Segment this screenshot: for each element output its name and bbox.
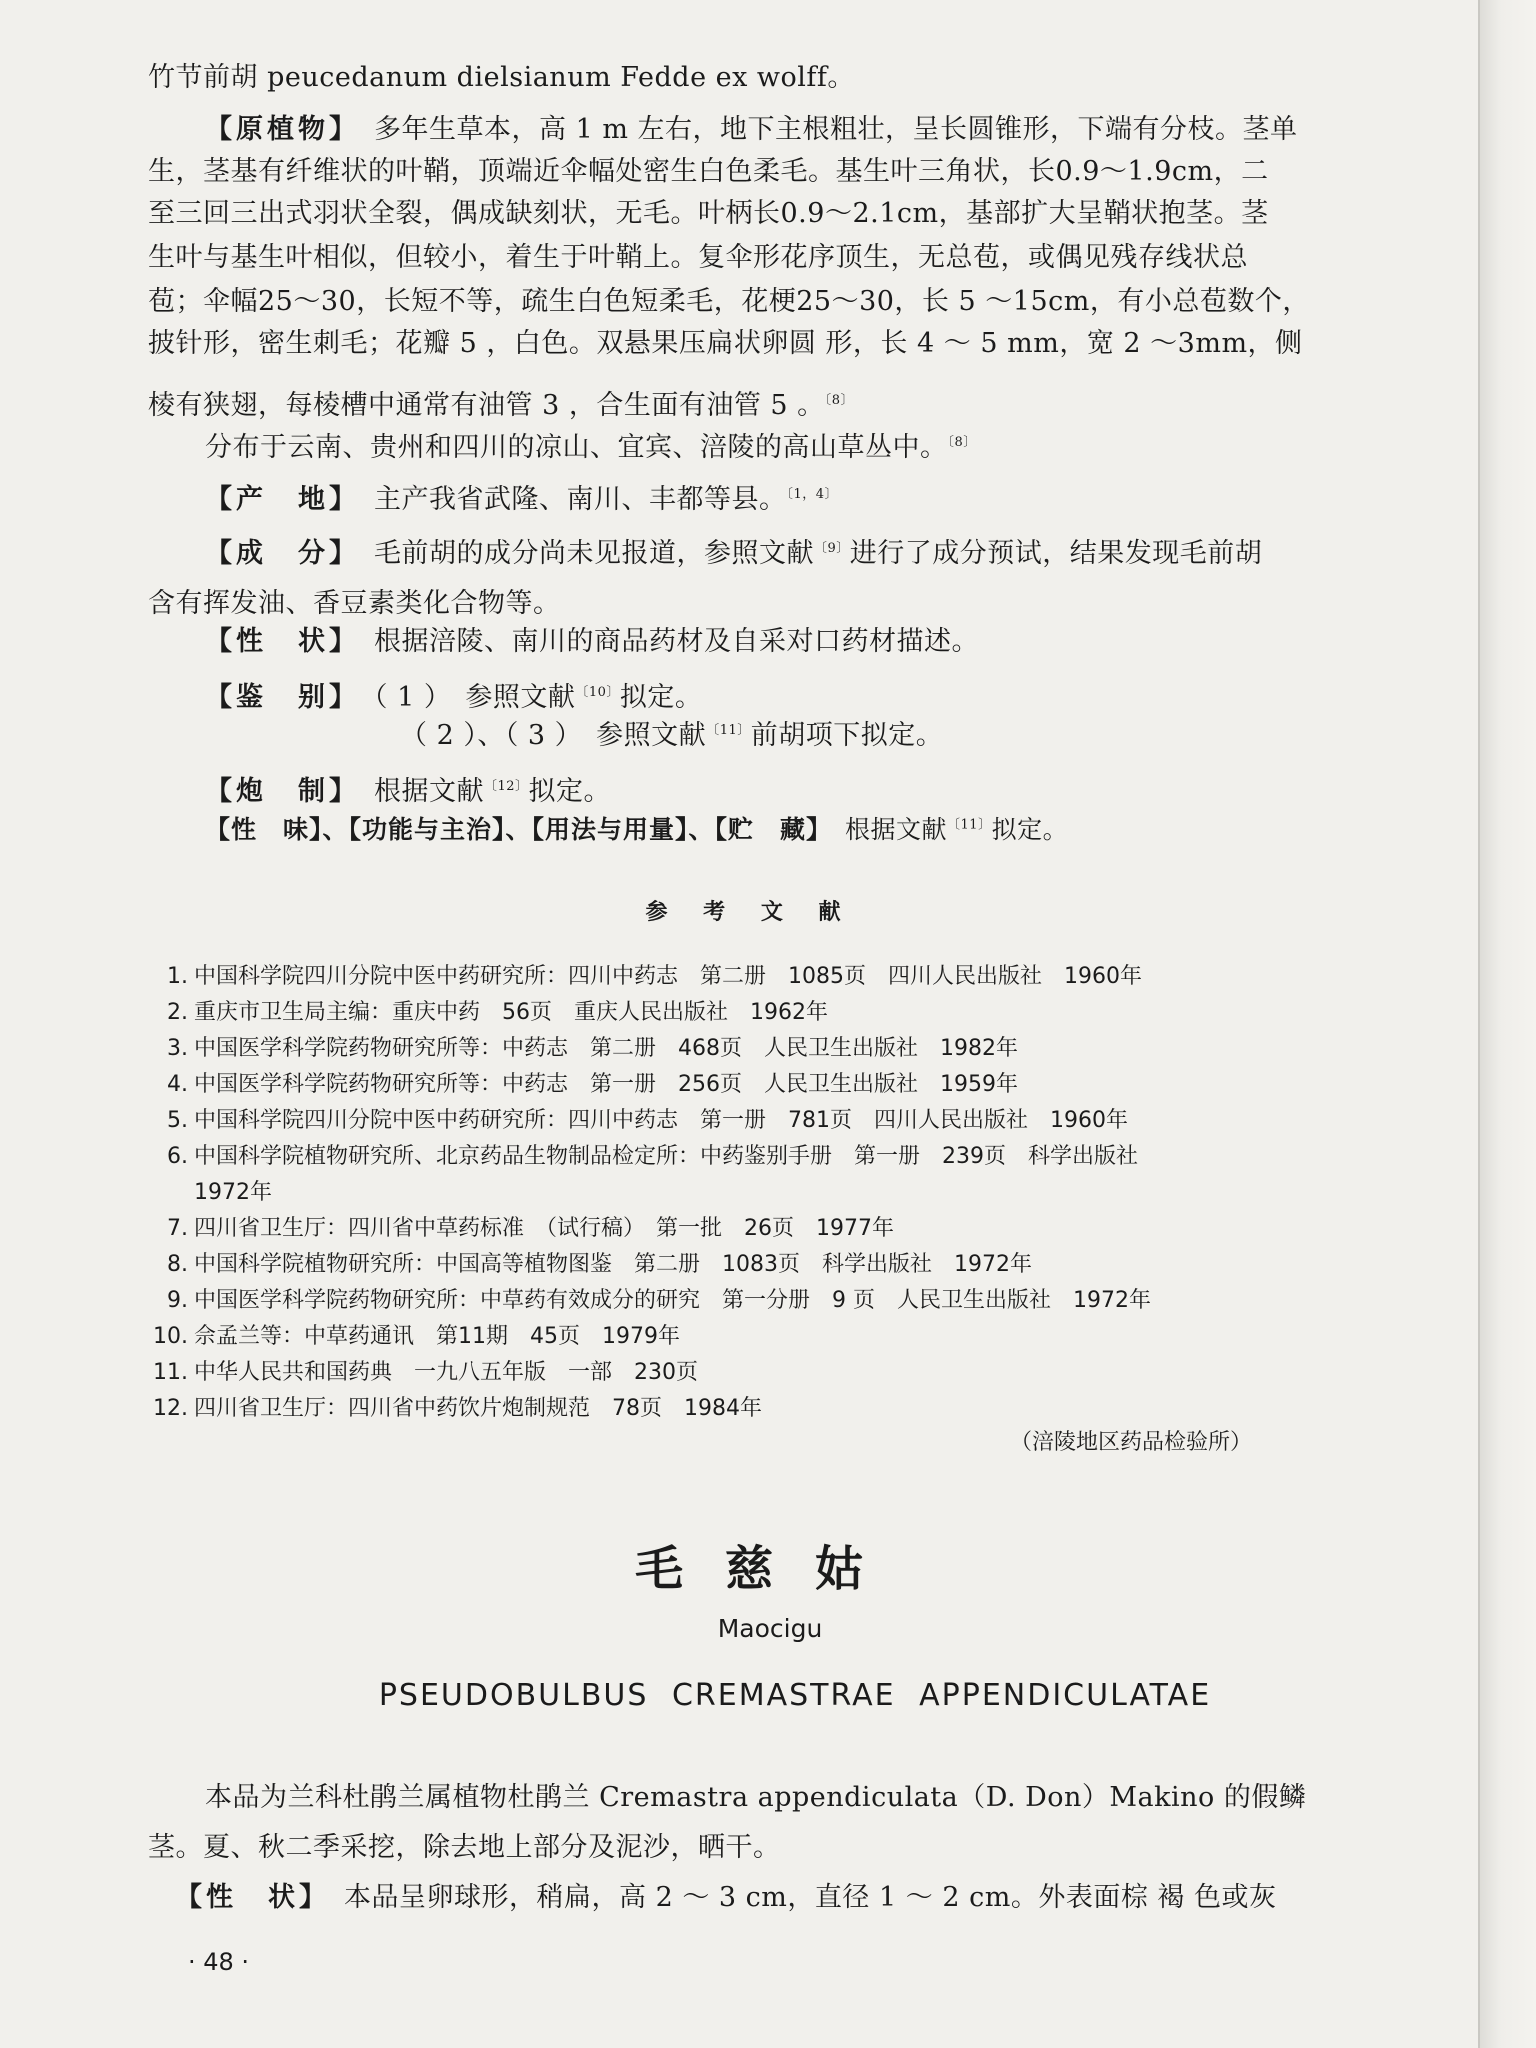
- text-line: 本品为兰科杜鹃兰属植物杜鹃兰 Cremastra appendiculata（D. Don）Makino 的假鳞: [205, 1782, 1307, 1813]
- reference-item: 2. 重庆市卫生局主编：重庆中药 56页 重庆人民出版社 1962年: [167, 1000, 828, 1025]
- reference-item: 8. 中国科学院植物研究所：中国高等植物图鉴 第二册 1083页 科学出版社 1972年: [167, 1252, 1032, 1277]
- text-line: 苞；伞幅25～30，长短不等，疏生白色短柔毛，花梗25～30，长 5 ～15cm，有小总苞数个，: [148, 286, 1310, 317]
- contributor-credit: （涪陵地区药品检验所）: [1010, 1430, 1253, 1455]
- text-line: 【鉴 别】 （ 1 ） 参照文献$^{〔10〕}$拟定。: [205, 682, 703, 713]
- section-heading: 【原植物】: [205, 114, 347, 145]
- text-line: 披针形，密生刺毛；花瓣 5 ，白色。双悬果压扁状卵圆 形，长 4 ～ 5 mm，宽 2 ～3mm，侧: [148, 328, 1303, 359]
- reference-item: 11. 中华人民共和国药典 一九八五年版 一部 230页: [153, 1360, 698, 1385]
- reference-item: 1972年: [194, 1180, 272, 1205]
- section-heading: 【性 状】: [205, 626, 347, 657]
- text-line: 含有挥发油、香豆素类化合物等。: [148, 588, 561, 619]
- text-line: 【原植物】 多年生草本，高 1 m 左右，地下主根粗壮，呈长圆锥形，下端有分枝。茎单: [205, 114, 1298, 145]
- text-line: 分布于云南、贵州和四川的凉山、宜宾、涪陵的高山草丛中。$^{〔8〕}$: [205, 432, 977, 463]
- citation: 〔12〕: [484, 779, 529, 794]
- reference-item: 6. 中国科学院植物研究所、北京药品生物制品检定所：中药鉴别手册 第一册 239页 科学出版社: [167, 1144, 1138, 1169]
- text-line: 生，茎基有纤维状的叶鞘，顶端近伞幅处密生白色柔毛。基生叶三角状，长0.9～1.9cm，二: [148, 156, 1269, 187]
- text-line: 茎。夏、秋二季采挖，除去地上部分及泥沙，晒干。: [148, 1832, 781, 1863]
- reference-item: 9. 中国医学科学院药物研究所：中草药有效成分的研究 第一分册 9 页 人民卫生出版社 1972年: [167, 1288, 1151, 1313]
- text-line: 【产 地】 主产我省武隆、南川、丰都等县。$^{〔1,4〕}$: [205, 484, 839, 515]
- section-heading: 【性 状】: [175, 1882, 317, 1913]
- text-line: 【成 分】 毛前胡的成分尚未见报道，参照文献$^{〔9〕}$进行了成分预试，结果发现毛前胡: [205, 538, 1263, 569]
- reference-item: 10. 佘孟兰等：中草药通讯 第11期 45页 1979年: [153, 1324, 680, 1349]
- page-edge-line: [1478, 0, 1480, 2048]
- text-line: 【性 状】 本品呈卵球形，稍扁，高 2 ～ 3 cm，直径 1 ～ 2 cm。外表面棕 褐 色或灰: [175, 1882, 1277, 1913]
- entry-pinyin: Maocigu: [717, 1614, 823, 1643]
- citation: 〔8〕: [824, 393, 854, 408]
- section-heading: 【成 分】: [205, 538, 347, 569]
- section-heading: 【性 味】、【功能与主治】、【用法与用量】、【贮 藏】: [205, 815, 820, 844]
- entry-title: 毛慈姑: [634, 1541, 905, 1597]
- text-line: 至三回三出式羽状全裂，偶成缺刻状，无毛。叶柄长0.9～2.1cm，基部扩大呈鞘状抱茎。茎: [148, 198, 1269, 229]
- citation: 〔11〕: [947, 817, 992, 833]
- reference-item: 4. 中国医学科学院药物研究所等：中药志 第一册 256页 人民卫生出版社 1959年: [167, 1072, 1018, 1097]
- citation: 〔9〕: [814, 541, 850, 556]
- reference-item: 7. 四川省卫生厅：四川省中草药标准 （试行稿） 第一批 26页 1977年: [167, 1216, 894, 1241]
- references-heading: 参 考 文 献: [645, 900, 855, 925]
- reference-item: 1. 中国科学院四川分院中医中药研究所：四川中药志 第二册 1085页 四川人民出版社 1960年: [167, 964, 1142, 989]
- citation: 〔11〕: [706, 723, 751, 738]
- entry-latin-name: PSEUDOBULBUS CREMASTRAE APPENDICULATAE: [378, 1678, 1212, 1713]
- reference-item: 3. 中国医学科学院药物研究所等：中药志 第二册 468页 人民卫生出版社 1982年: [167, 1036, 1018, 1061]
- text-line: 【炮 制】 根据文献$^{〔12〕}$拟定。: [205, 776, 612, 807]
- text-line: 竹节前胡 peucedanum dielsianum Fedde ex wolff。: [148, 62, 855, 93]
- page-number: · 48 ·: [188, 1948, 250, 1976]
- reference-item: 12. 四川省卫生厅：四川省中药饮片炮制规范 78页 1984年: [153, 1396, 762, 1421]
- text-line: 生叶与基生叶相似，但较小，着生于叶鞘上。复伞形花序顶生，无总苞，或偶见残存线状总: [148, 242, 1248, 273]
- text-line: 【性 状】 根据涪陵、南川的商品药材及自采对口药材描述。: [205, 626, 979, 657]
- section-heading: 【产 地】: [205, 484, 347, 515]
- section-heading: 【鉴 别】: [205, 682, 347, 713]
- page-edge: [1478, 0, 1536, 2048]
- citation: 〔1，4〕: [786, 487, 839, 502]
- citation: 〔10〕: [575, 685, 620, 700]
- reference-item: 5. 中国科学院四川分院中医中药研究所：四川中药志 第一册 781页 四川人民出版社 1960年: [167, 1108, 1128, 1133]
- text-line: 【性 味】、【功能与主治】、【用法与用量】、【贮 藏】 根据文献$^{〔11〕}$拟定。: [205, 815, 1069, 844]
- section-heading: 【炮 制】: [205, 776, 347, 807]
- text-line: （ 2 ）、（ 3 ） 参照文献$^{〔11〕}$前胡项下拟定。: [400, 720, 944, 751]
- text-line: 棱有狭翅，每棱槽中通常有油管 3 ，合生面有油管 5 。$^{〔8〕}$: [148, 390, 854, 421]
- citation: 〔8〕: [947, 435, 977, 450]
